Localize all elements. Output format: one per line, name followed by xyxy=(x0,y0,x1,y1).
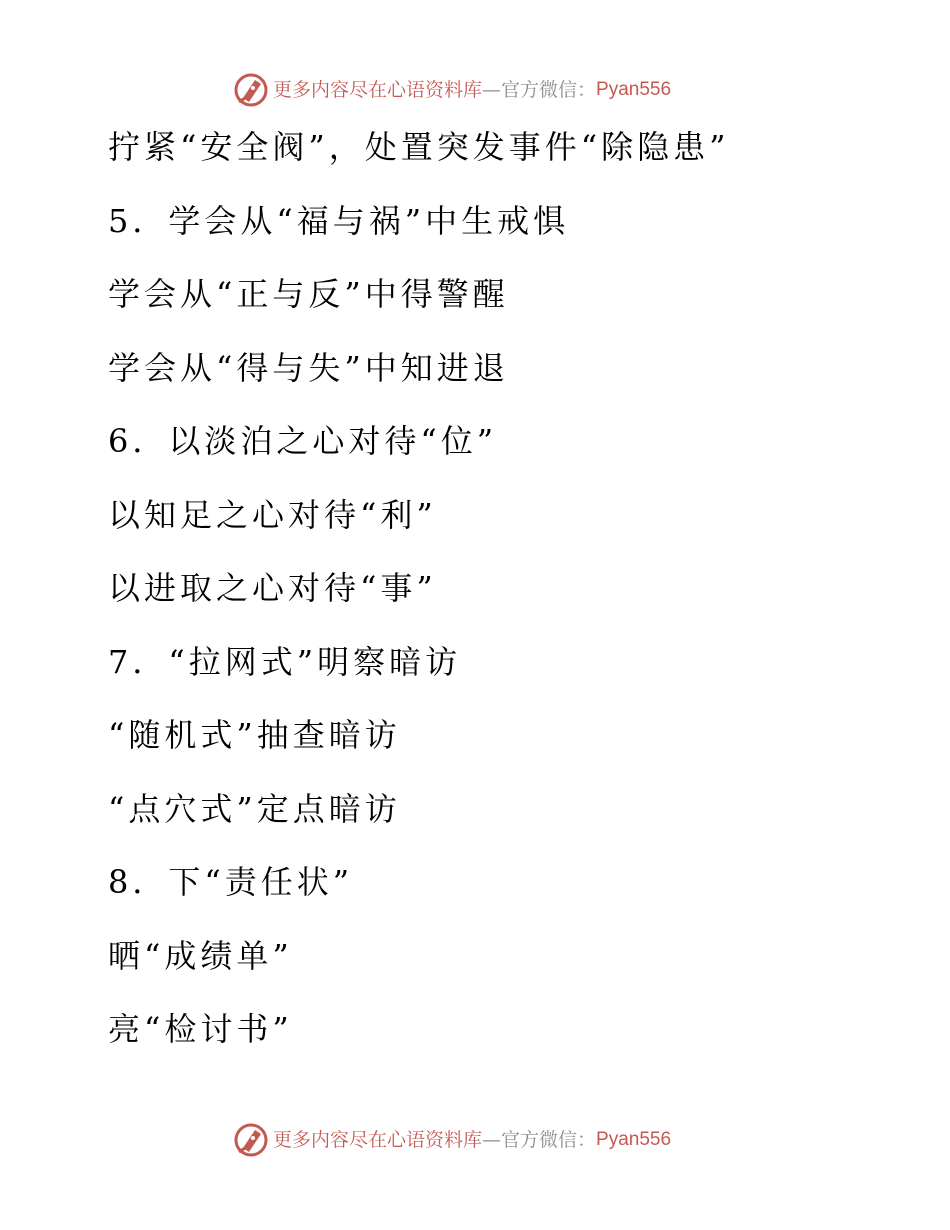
watermark-main-text: 更多内容尽在心语资料库 xyxy=(273,1129,483,1151)
text-line: 6．以淡泊之心对待“位” xyxy=(108,422,498,460)
text-line: 晒“成绩单” xyxy=(108,936,293,975)
watermark-separator: — xyxy=(482,1129,502,1151)
pen-nib-logo-icon xyxy=(233,72,269,108)
footer-watermark xyxy=(0,1120,950,1160)
watermark-account-label: 官方微信： xyxy=(501,1129,597,1151)
text-line: “点穴式”定点暗访 xyxy=(108,789,401,828)
watermark-account-handle: Pyan556 xyxy=(596,1129,672,1150)
text-line: 7．“拉网式”明察暗访 xyxy=(108,642,462,681)
text-line: 学会从“正与反”中得警醒 xyxy=(108,275,509,313)
text-line: “随机式”抽查暗访 xyxy=(108,716,401,754)
watermark-main-text: 更多内容尽在心语资料库 xyxy=(273,79,483,101)
text-line: 5．学会从“福与祸”中生戒惧 xyxy=(108,201,570,240)
text-line: 亮“检讨书” xyxy=(108,1010,293,1048)
watermark-content xyxy=(233,1120,671,1160)
text-line: 以进取之心对待“事” xyxy=(108,569,437,607)
header-watermark xyxy=(0,70,950,110)
document-body xyxy=(108,120,908,1076)
watermark-content xyxy=(233,70,671,110)
watermark-account-label: 官方微信： xyxy=(501,79,597,101)
text-line: 拧紧“安全阀”，处置突发事件“除隐患” xyxy=(108,128,730,166)
pen-nib-logo-icon xyxy=(233,1122,269,1158)
watermark-separator: — xyxy=(482,79,502,101)
watermark-account-handle: Pyan556 xyxy=(596,79,672,100)
text-line: 以知足之心对待“利” xyxy=(108,495,437,534)
text-line: 8．下“责任状” xyxy=(108,863,354,901)
text-line: 学会从“得与失”中知进退 xyxy=(108,348,509,387)
